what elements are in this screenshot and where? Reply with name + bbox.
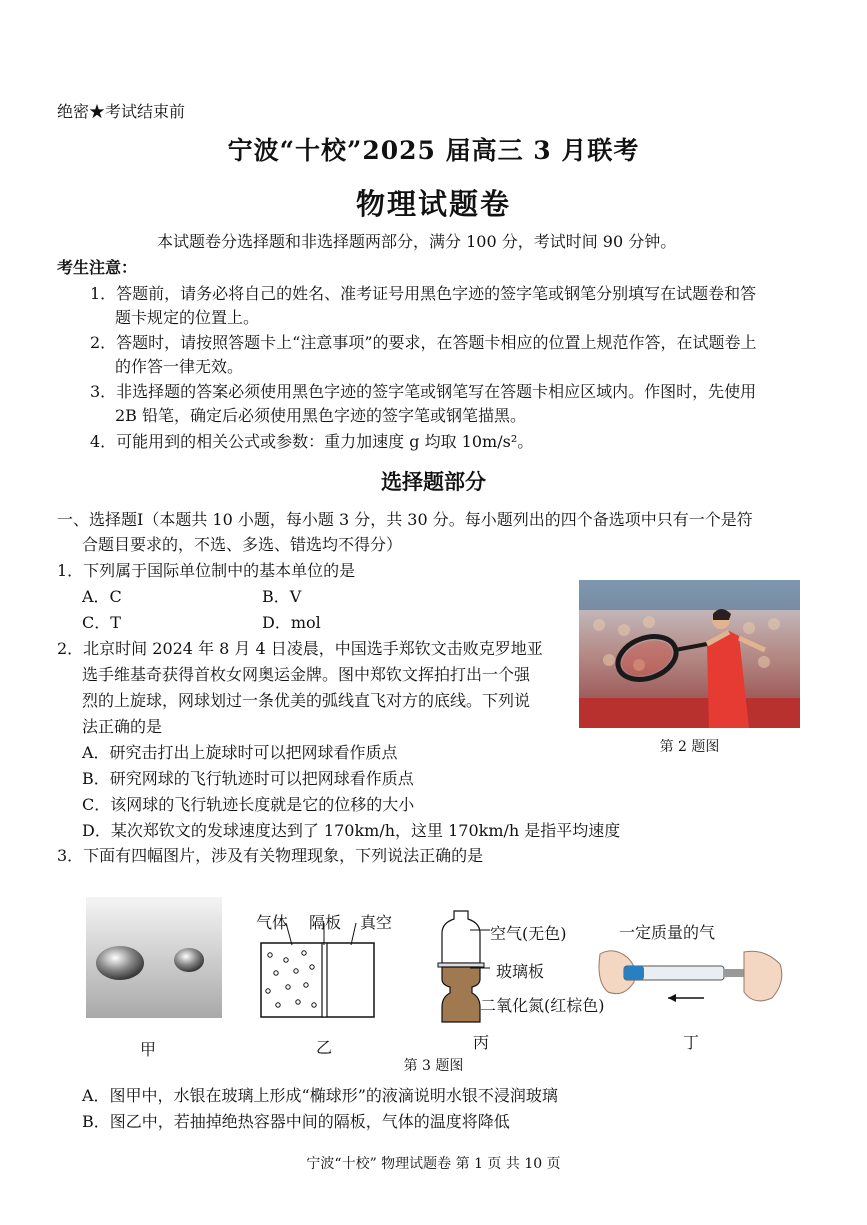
label-air: 空气(无色) <box>490 924 567 943</box>
q3-stem: 3．下面有四幅图片，涉及有关物理现象，下列说法正确的是 <box>57 846 484 865</box>
fig-label-yi: 乙 <box>316 1038 333 1057</box>
notice-item-1: 1．答题前，请务必将自己的姓名、准考证号用黑色字迹的签字笔或钢笔分别填写在试题卷和答 <box>90 284 757 303</box>
q1-option-c: C．T <box>82 613 121 632</box>
q1-option-a: A．C <box>82 587 122 606</box>
notice-item-3: 3．非选择题的答案必须使用黑色字迹的签字笔或钢笔写在答题卡相应区域内。作图时，先使用 <box>90 382 757 401</box>
q2-option-d: D．某次郑钦文的发球速度达到了 170km/h，这里 170km/h 是指平均速度 <box>82 821 621 840</box>
tennis-player-photo <box>579 580 800 728</box>
exam-intro: 本试题卷分选择题和非选择题两部分，满分 100 分，考试时间 90 分钟。 <box>157 232 677 251</box>
q3-option-a: A．图甲中，水银在玻璃上形成“椭球形”的液滴说明水银不浸润玻璃 <box>82 1086 558 1105</box>
q2-option-b: B．研究网球的飞行轨迹时可以把网球看作质点 <box>82 769 414 788</box>
q2-figure-caption: 第 2 题图 <box>659 739 720 755</box>
part1-heading-cont: 合题目要求的，不选、多选、错选均不得分） <box>82 535 403 554</box>
notice-item-3-cont: 2B 铅笔，确定后必须使用黑色字迹的签字笔或钢笔描黑。 <box>115 406 527 425</box>
q1-option-b: B．V <box>262 587 302 606</box>
fig-label-bing: 丙 <box>473 1033 490 1052</box>
part1-heading: 一、选择题Ⅰ（本题共 10 小题，每小题 3 分，共 30 分。每小题列出的四个备选项中只有一个是符 <box>57 510 753 529</box>
page-footer: 宁波“十校” 物理试题卷 第 1 页 共 10 页 <box>306 1156 561 1172</box>
label-vacuum: 真空 <box>360 913 393 932</box>
notice-heading: 考生注意： <box>57 258 138 277</box>
label-no2: 二氧化氮(红棕色) <box>480 996 605 1015</box>
q2-stem-line-2: 选手维基奇获得首枚女网奥运金牌。图中郑钦文挥拍打出一个强 <box>82 665 531 684</box>
q2-stem-line-3: 烈的上旋球，网球划过一条优美的弧线直飞对方的底线。下列说 <box>82 691 531 710</box>
q2-option-a: A．研究击打出上旋球时可以把网球看作质点 <box>82 743 398 762</box>
notice-item-2: 2．答题时，请按照答题卡上“注意事项”的要求，在答题卡相应的位置上规范作答，在试题卷上 <box>90 333 757 352</box>
fig-label-ding: 丁 <box>683 1033 700 1052</box>
section-title: 选择题部分 <box>381 469 486 494</box>
notice-item-4: 4．可能用到的相关公式或参数：重力加速度 g 均取 10m/s²。 <box>90 432 534 451</box>
mercury-droplets-image <box>86 897 222 1018</box>
label-fixed-gas: 一定质量的气 <box>619 923 716 942</box>
q1-stem: 1．下列属于国际单位制中的基本单位的是 <box>57 561 356 580</box>
notice-item-2-cont: 的作答一律无效。 <box>115 357 244 376</box>
syringe-compression-image <box>594 942 786 1022</box>
q1-option-d: D．mol <box>262 613 321 632</box>
notice-item-1-cont: 题卡规定的位置上。 <box>115 308 260 327</box>
exam-title: 宁波“十校”2025 届高三 3 月联考 <box>227 136 640 165</box>
fig-label-jia: 甲 <box>140 1040 157 1059</box>
subject-title: 物理试题卷 <box>355 187 511 221</box>
label-plate: 隔板 <box>309 913 342 932</box>
label-gas: 气体 <box>256 913 289 932</box>
q2-option-c: C．该网球的飞行轨迹长度就是它的位移的大小 <box>82 795 415 814</box>
q3-option-b: B．图乙中，若抽掉绝热容器中间的隔板，气体的温度将降低 <box>82 1112 510 1131</box>
label-glass-plate: 玻璃板 <box>496 962 545 981</box>
secret-label: 绝密★考试结束前 <box>57 102 186 121</box>
q3-figure-caption: 第 3 题图 <box>403 1058 464 1074</box>
q2-stem-line-4: 法正确的是 <box>82 717 163 736</box>
q2-stem-line-1: 2．北京时间 2024 年 8 月 4 日凌晨，中国选手郑钦文击败克罗地亚 <box>57 639 543 658</box>
